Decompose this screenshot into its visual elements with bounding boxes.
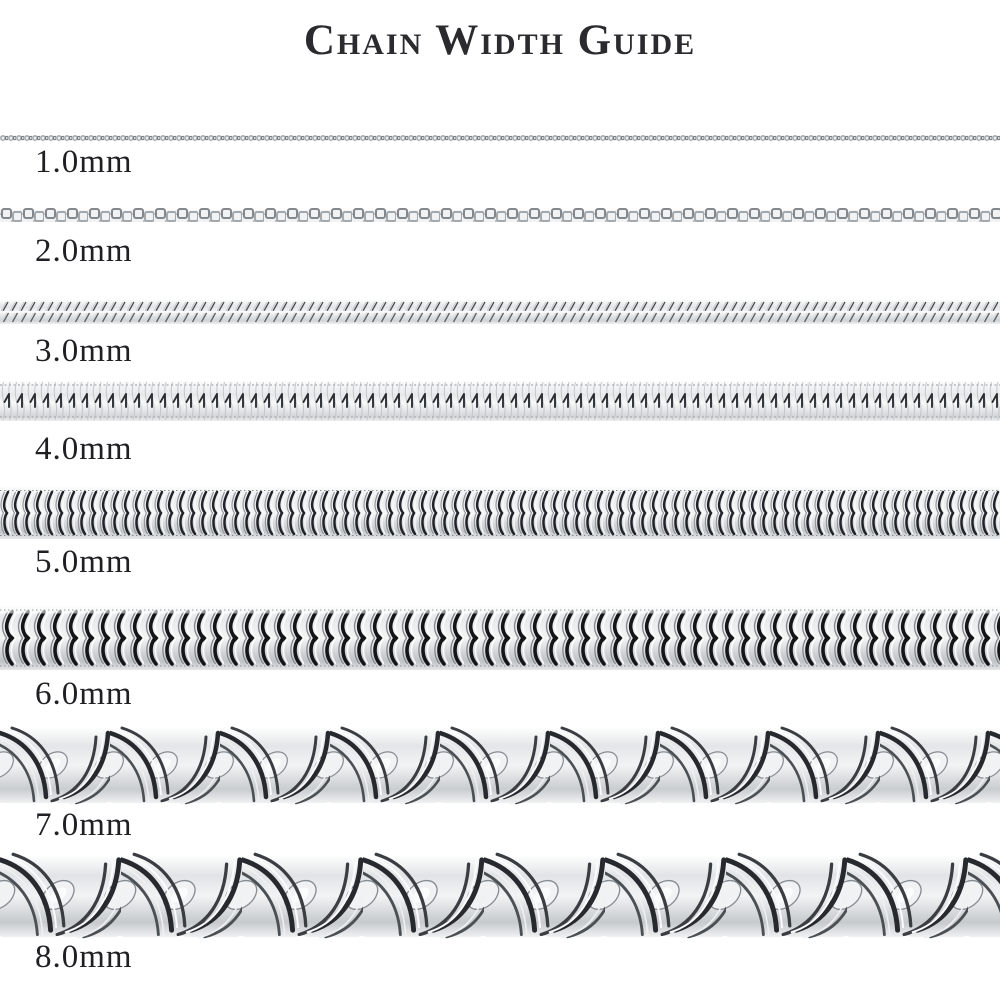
chain-image-8mm	[0, 851, 1000, 939]
chain-image-5mm	[0, 486, 1000, 540]
chain-width-label: 6.0mm	[35, 676, 133, 712]
chain-width-label: 2.0mm	[35, 233, 133, 269]
page-title: Chain Width Guide	[303, 17, 697, 64]
chain-image-3mm	[0, 299, 1000, 325]
chain-image-4mm	[0, 380, 1000, 422]
chain-width-label: 7.0mm	[35, 807, 133, 843]
chain-width-label: 4.0mm	[35, 431, 133, 467]
chain-image-1mm	[0, 132, 1000, 144]
chain-width-label: 8.0mm	[35, 939, 133, 975]
chain-image-7mm	[0, 725, 1000, 805]
chain-width-label: 5.0mm	[35, 544, 133, 580]
chain-width-label: 1.0mm	[35, 144, 133, 180]
chain-image-2mm	[0, 204, 1000, 228]
chain-image-6mm	[0, 605, 1000, 671]
chain-width-label: 3.0mm	[35, 333, 133, 369]
